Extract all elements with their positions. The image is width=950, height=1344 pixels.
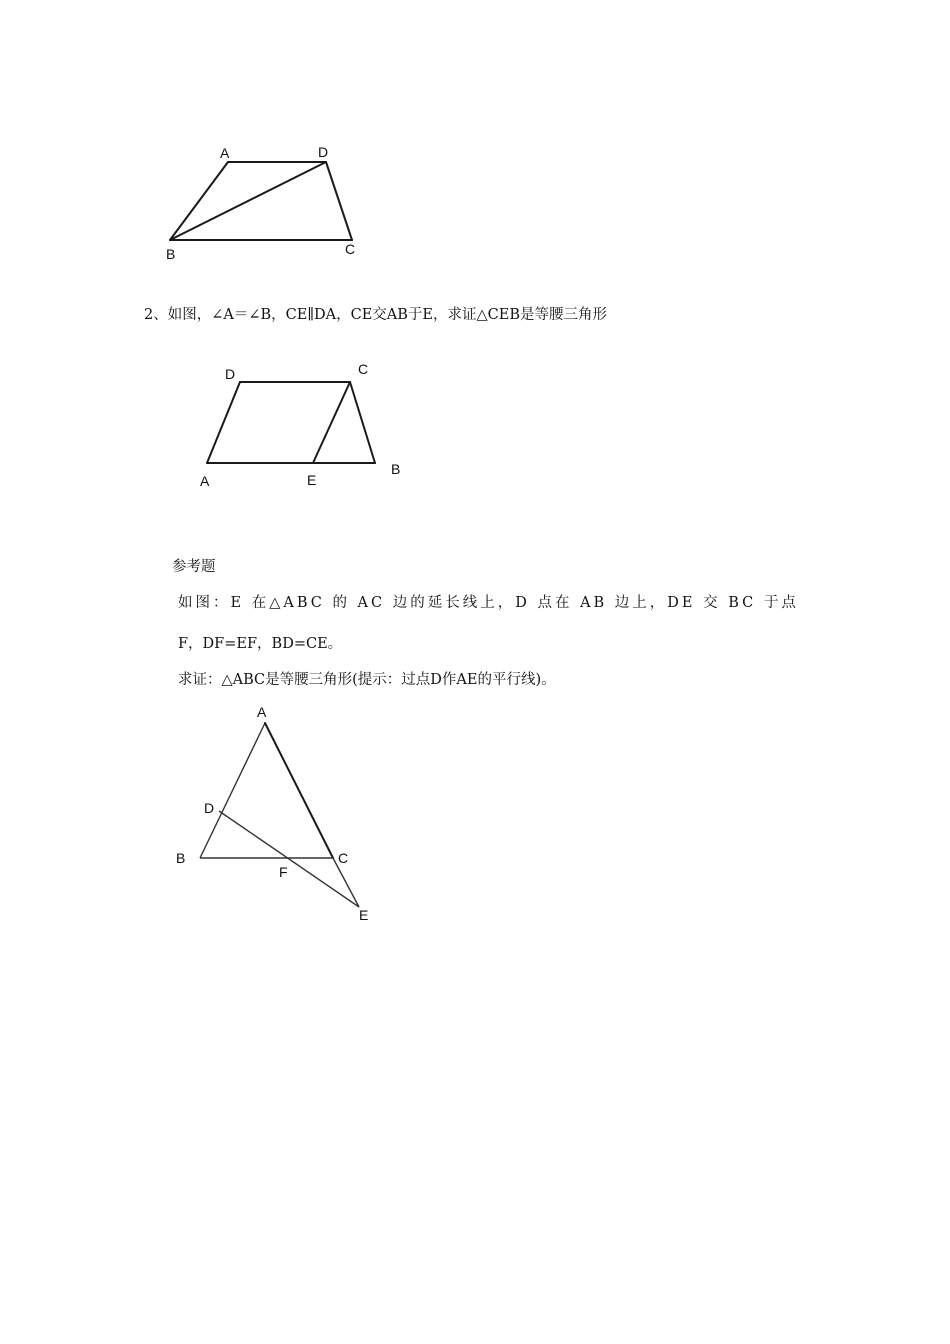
- figure-problem-2: [180, 350, 420, 500]
- label-e: E: [307, 472, 317, 488]
- segment-cb: [350, 382, 375, 463]
- label-a: A: [257, 704, 267, 720]
- reference-line-3: 求证：△ABC是等腰三角形(提示：过点D作AE的平行线)。: [178, 672, 556, 688]
- label-d: D: [225, 366, 236, 382]
- label-f: F: [279, 864, 288, 880]
- label-d: D: [204, 800, 215, 816]
- problem-2-statement: 2、如图，∠A＝∠B，CE∥DA，CE交AB于E，求证△CEB是等腰三角形: [144, 307, 608, 323]
- reference-line-1: 如图：E 在△ABC 的 AC 边的延长线上，D 点在 AB 边上，DE 交 BC 于点: [178, 595, 799, 611]
- segment-ab: [170, 162, 228, 240]
- segment-bd: [170, 162, 326, 240]
- reference-heading: 参考题: [172, 559, 216, 575]
- figure-trapezoid-abcd: [130, 135, 370, 270]
- segment-dc: [326, 162, 352, 240]
- label-b: B: [166, 246, 176, 262]
- label-c: C: [358, 361, 369, 377]
- label-c: C: [345, 241, 356, 257]
- segment-ac: [265, 723, 333, 858]
- label-b: B: [176, 850, 186, 866]
- label-c: C: [338, 850, 349, 866]
- reference-line-2: F，DF=EF，BD=CE。: [178, 636, 343, 652]
- label-e: E: [359, 907, 369, 923]
- segment-ab: [200, 723, 265, 858]
- label-d: D: [318, 144, 329, 160]
- segment-da: [207, 382, 240, 463]
- label-a: A: [220, 145, 230, 161]
- label-b: B: [391, 461, 401, 477]
- label-a: A: [200, 473, 210, 489]
- figure-reference-triangle: [165, 695, 395, 930]
- segment-ce: [313, 382, 350, 463]
